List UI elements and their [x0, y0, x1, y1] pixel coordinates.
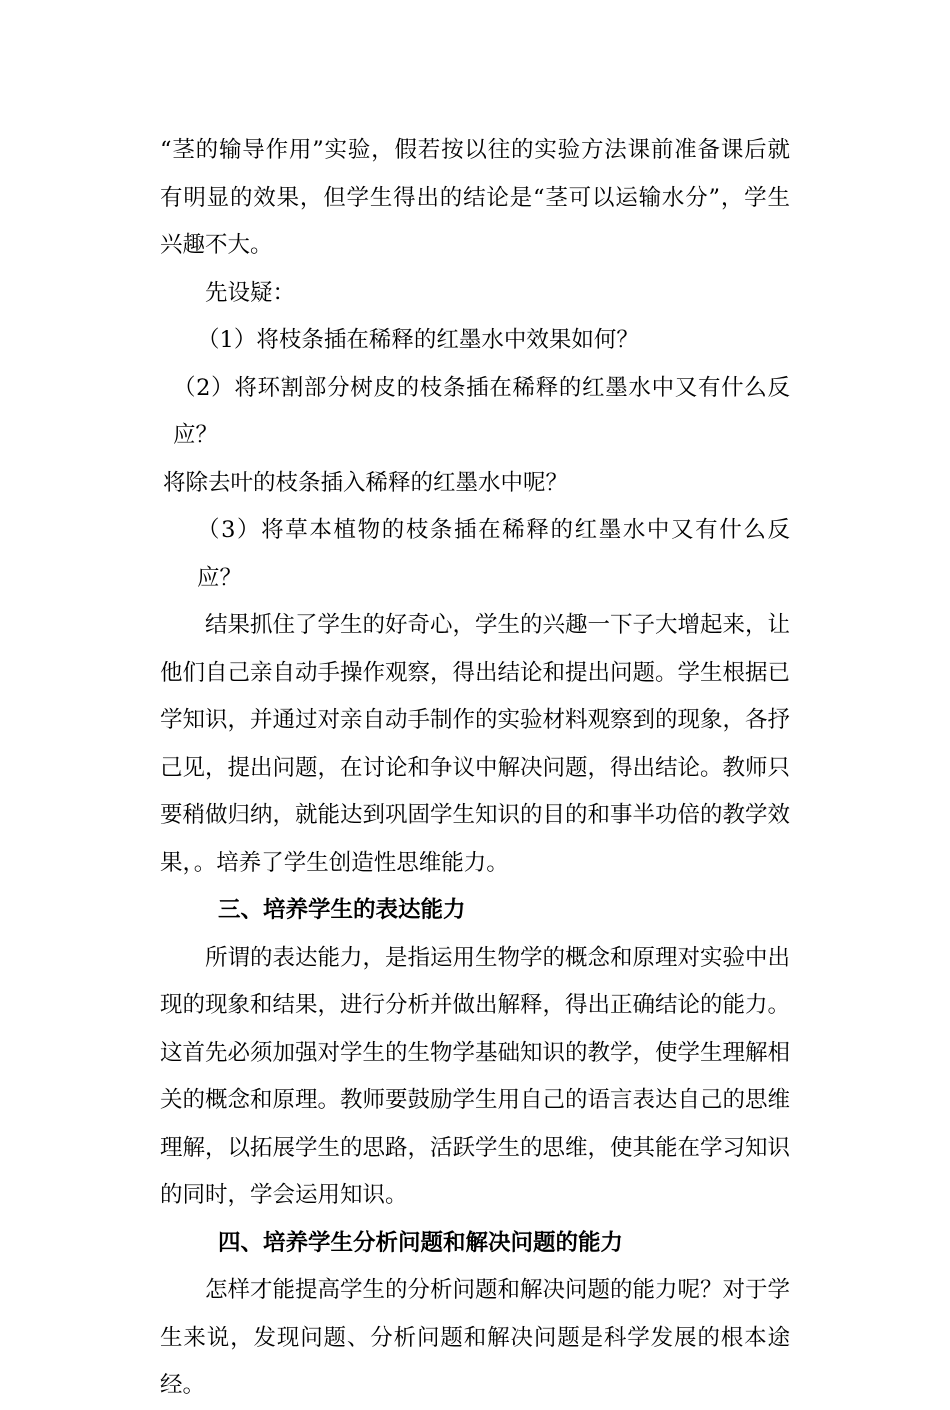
paragraph-result: 结果抓住了学生的好奇心，学生的兴趣一下子大增起来，让他们自己亲自动手操作观察，得出结论和提出问题。学生根据已学知识，并通过对亲自动手制作的实验材料观察到的现象，各抒己见，提出问题，在讨论和争议中解决问题，得出结论。教师只要稍做归纳，就能达到巩固学生知识的目的和事半功倍的教学效果，。培养了学生创造性思维能力。: [160, 612, 791, 876]
question-2: （2）将环割部分树皮的枝条插在稀释的红墨水中又有什么反应？: [173, 374, 790, 448]
document-page: [160, 127, 790, 1410]
paragraph-set-question: 先设疑：: [205, 279, 296, 306]
question-3: （3）将草本植物的枝条插在稀释的红墨水中又有什么反应？: [197, 517, 790, 591]
paragraph-experiment-intro: “茎的输导作用”实验，假若按以往的实验方法课前准备课后就有明显的效果，但学生得出的结论是“茎可以运输水分”，学生兴趣不大。: [160, 137, 790, 258]
question-2-continued: 将除去叶的枝条插入稀释的红墨水中呢？: [163, 469, 569, 496]
question-1: （1）将枝条插在稀释的红墨水中效果如何？: [197, 327, 639, 353]
section-heading-problem-solving: 四、培养学生分析问题和解决问题的能力: [218, 1229, 624, 1256]
paragraph-expression: 所谓的表达能力，是指运用生物学的概念和原理对实验中出现的现象和结果，进行分析并做出解释，得出正确结论的能力。这首先必须加强对学生的生物学基础知识的教学，使学生理解相关的概念和原理。教师要鼓励学生用自己的语言表达自己的思维理解，以拓展学生的思路，活跃学生的思维，使其能在学习知识的同时，学会运用知识。: [160, 944, 791, 1208]
paragraph-problem-solving: 怎样才能提高学生的分析问题和解决问题的能力呢？对于学生来说，发现问题、分析问题和解决问题是科学发展的根本途经。: [160, 1277, 791, 1398]
section-heading-expression: 三、培养学生的表达能力: [218, 897, 466, 923]
